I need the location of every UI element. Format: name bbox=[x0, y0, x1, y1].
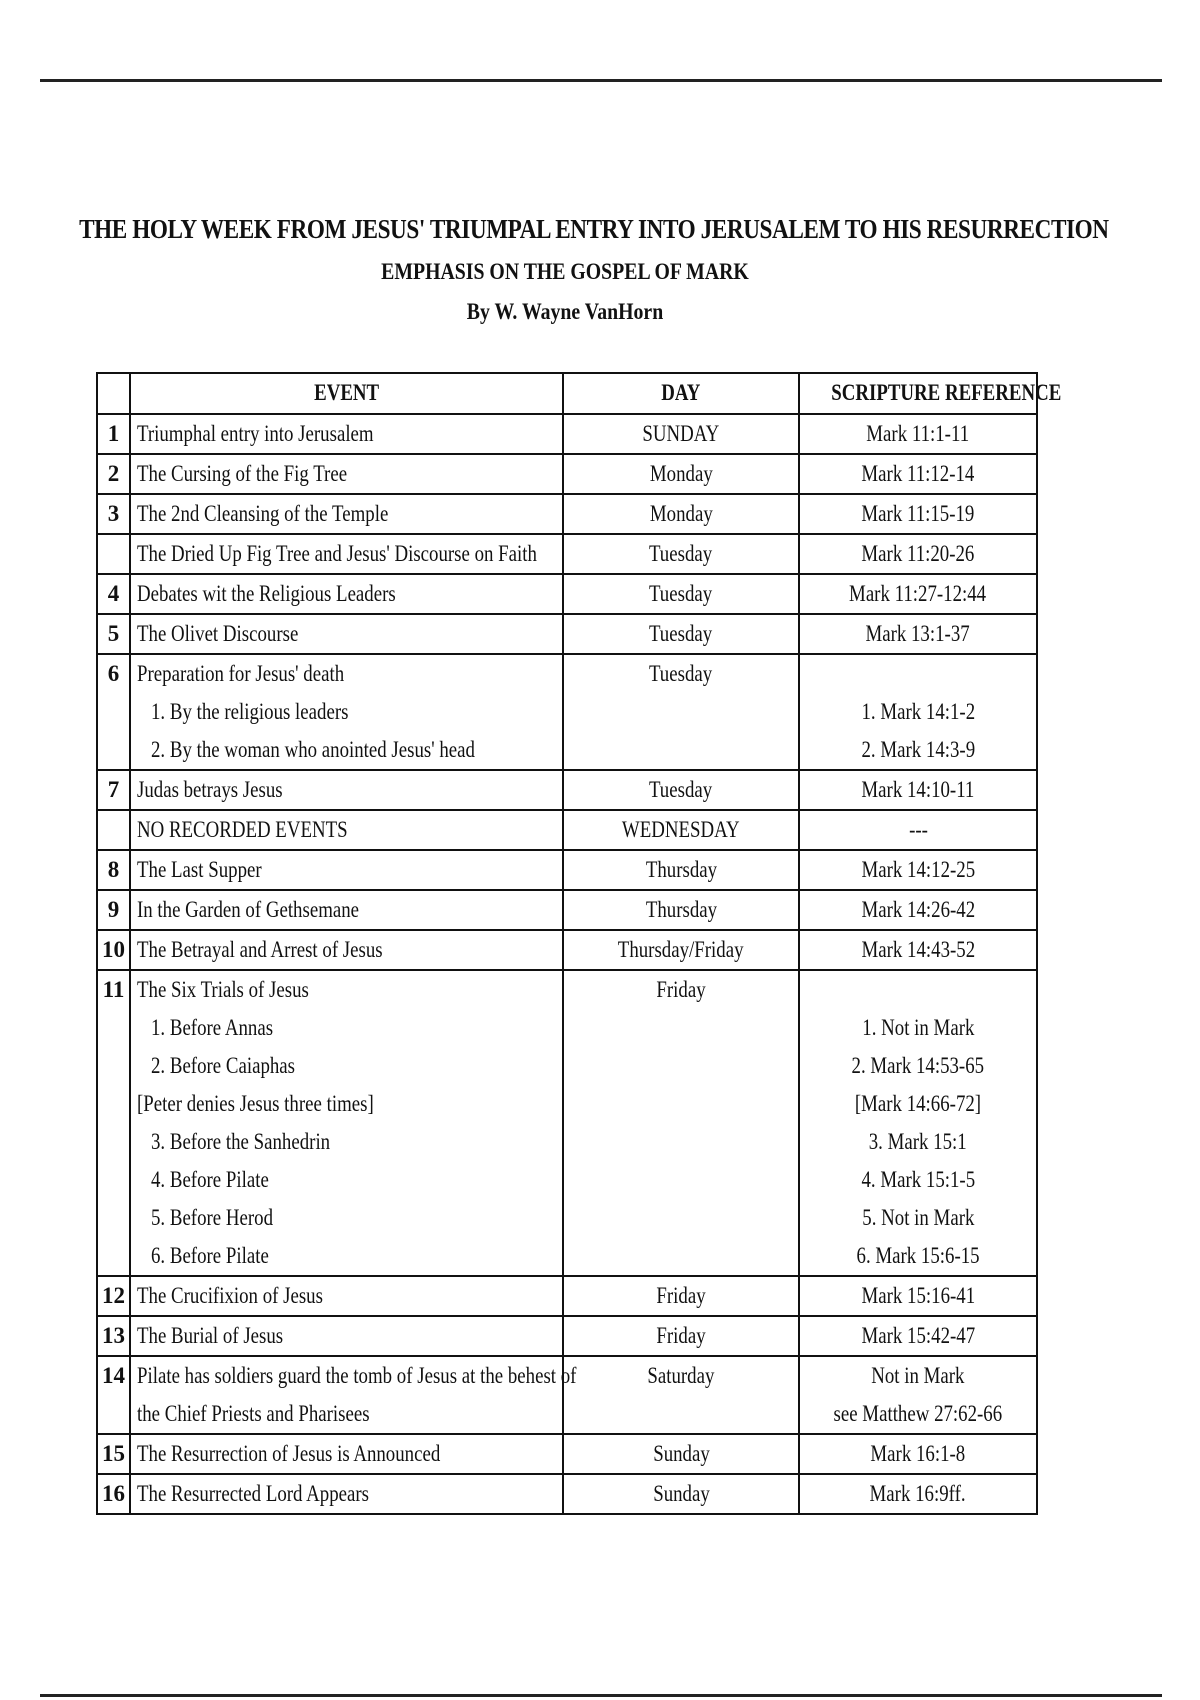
scripture-reference-cell bbox=[799, 1474, 1037, 1514]
event-text: The Cursing of the Fig Tree bbox=[137, 461, 348, 486]
scripture-reference-line bbox=[806, 1435, 1030, 1473]
day-line bbox=[570, 1317, 792, 1355]
scripture-reference-cell bbox=[799, 654, 1037, 770]
day-text: Thursday bbox=[645, 897, 717, 922]
event-text: The Crucifixion of Jesus bbox=[137, 1283, 323, 1308]
header-event bbox=[130, 373, 563, 414]
day-text: WEDNESDAY bbox=[622, 817, 740, 842]
day-line bbox=[570, 655, 792, 693]
day-text: Friday bbox=[656, 1323, 706, 1348]
event-text: 1. Before Annas bbox=[151, 1015, 274, 1040]
event-line bbox=[137, 1475, 556, 1513]
event-number: 2 bbox=[97, 454, 130, 494]
day-line bbox=[570, 1009, 792, 1047]
event-line bbox=[137, 731, 556, 769]
day-cell bbox=[563, 1474, 799, 1514]
scripture-reference-cell bbox=[799, 454, 1037, 494]
table-row bbox=[97, 1434, 1037, 1474]
scripture-reference-line bbox=[806, 1475, 1030, 1513]
scripture-reference-line bbox=[806, 1237, 1030, 1275]
scripture-reference-text: Mark 14:10-11 bbox=[861, 777, 975, 802]
day-line bbox=[570, 891, 792, 929]
event-cell bbox=[130, 1474, 563, 1514]
event-number: 14 bbox=[97, 1356, 130, 1434]
table-row bbox=[97, 770, 1037, 810]
scripture-reference-text: Mark 11:12-14 bbox=[861, 461, 975, 486]
day-cell bbox=[563, 1276, 799, 1316]
header-day bbox=[563, 373, 799, 414]
day-cell bbox=[563, 614, 799, 654]
scripture-reference-cell bbox=[799, 614, 1037, 654]
scripture-reference-line bbox=[806, 455, 1030, 493]
day-text: Thursday bbox=[645, 857, 717, 882]
document-subtitle: EMPHASIS ON THE GOSPEL OF MARK bbox=[381, 259, 749, 284]
event-cell bbox=[130, 614, 563, 654]
event-line bbox=[137, 455, 556, 493]
scripture-reference-cell bbox=[799, 414, 1037, 454]
day-cell bbox=[563, 1434, 799, 1474]
event-line bbox=[137, 1085, 556, 1123]
scripture-reference-line bbox=[806, 1009, 1030, 1047]
scripture-reference-cell bbox=[799, 770, 1037, 810]
event-line bbox=[137, 1199, 556, 1237]
scripture-reference-text: [Mark 14:66-72] bbox=[854, 1091, 982, 1116]
scripture-reference-cell bbox=[799, 1434, 1037, 1474]
scripture-reference-line bbox=[806, 495, 1030, 533]
event-cell bbox=[130, 574, 563, 614]
day-line bbox=[570, 575, 792, 613]
scripture-reference-line bbox=[806, 1047, 1030, 1085]
scripture-reference-line bbox=[806, 811, 1030, 849]
event-text: The Dried Up Fig Tree and Jesus' Discourse on Faith bbox=[137, 541, 537, 566]
event-cell bbox=[130, 930, 563, 970]
event-cell bbox=[130, 534, 563, 574]
day-text: Sunday bbox=[652, 1481, 710, 1506]
event-number: 10 bbox=[97, 930, 130, 970]
day-cell bbox=[563, 850, 799, 890]
event-cell bbox=[130, 494, 563, 534]
scripture-reference-text: Mark 14:12-25 bbox=[861, 857, 975, 882]
day-text: Tuesday bbox=[649, 581, 713, 606]
scripture-reference-line bbox=[806, 931, 1030, 969]
scripture-reference-cell bbox=[799, 1316, 1037, 1356]
day-text: Tuesday bbox=[649, 621, 713, 646]
table-header-row bbox=[97, 373, 1037, 414]
day-line bbox=[570, 931, 792, 969]
event-number: 6 bbox=[97, 654, 130, 770]
table-row bbox=[97, 1356, 1037, 1434]
day-cell bbox=[563, 494, 799, 534]
event-line bbox=[137, 495, 556, 533]
event-cell bbox=[130, 1276, 563, 1316]
header-reference bbox=[799, 373, 1062, 414]
day-cell bbox=[563, 890, 799, 930]
event-cell bbox=[130, 1434, 563, 1474]
event-line bbox=[137, 1009, 556, 1047]
event-line bbox=[137, 1237, 556, 1275]
scripture-reference-cell bbox=[799, 930, 1037, 970]
event-cell bbox=[130, 810, 563, 850]
scripture-reference-cell bbox=[799, 850, 1037, 890]
event-number: 16 bbox=[97, 1474, 130, 1514]
day-line bbox=[570, 1395, 792, 1433]
day-line bbox=[570, 535, 792, 573]
event-text: The Burial of Jesus bbox=[137, 1323, 284, 1348]
scripture-reference-line bbox=[806, 415, 1030, 453]
scripture-reference-line bbox=[806, 575, 1030, 613]
event-number: 8 bbox=[97, 850, 130, 890]
event-line bbox=[137, 891, 556, 929]
table-row bbox=[97, 574, 1037, 614]
bottom-rule bbox=[40, 1694, 1162, 1697]
table-row bbox=[97, 890, 1037, 930]
day-line bbox=[570, 693, 792, 731]
event-text: 4. Before Pilate bbox=[151, 1167, 269, 1192]
scripture-reference-text: 3. Mark 15:1 bbox=[869, 1129, 967, 1154]
scripture-reference-text: Mark 13:1-37 bbox=[865, 621, 971, 646]
day-line bbox=[570, 1237, 792, 1275]
scripture-reference-text: Not in Mark bbox=[871, 1363, 965, 1388]
scripture-reference-line bbox=[806, 615, 1030, 653]
header-day-label: DAY bbox=[661, 380, 701, 405]
event-cell bbox=[130, 970, 563, 1276]
day-cell bbox=[563, 770, 799, 810]
scripture-reference-text: 2. Mark 14:53-65 bbox=[851, 1053, 985, 1078]
scripture-reference-line bbox=[806, 1123, 1030, 1161]
scripture-reference-text: Mark 14:43-52 bbox=[861, 937, 975, 962]
top-rule bbox=[40, 79, 1162, 82]
event-number bbox=[97, 534, 130, 574]
event-number: 9 bbox=[97, 890, 130, 930]
event-text: 5. Before Herod bbox=[151, 1205, 274, 1230]
scripture-reference-line bbox=[806, 535, 1030, 573]
scripture-reference-text: Mark 11:20-26 bbox=[861, 541, 975, 566]
event-line bbox=[137, 575, 556, 613]
scripture-reference-text: 2. Mark 14:3-9 bbox=[861, 737, 975, 762]
scripture-reference-line bbox=[806, 851, 1030, 889]
event-line bbox=[137, 615, 556, 653]
scripture-reference-text: 4. Mark 15:1-5 bbox=[861, 1167, 975, 1192]
event-number: 5 bbox=[97, 614, 130, 654]
scripture-reference-cell bbox=[799, 494, 1037, 534]
day-line bbox=[570, 1357, 792, 1395]
event-cell bbox=[130, 1316, 563, 1356]
event-line bbox=[137, 535, 556, 573]
scripture-reference-line bbox=[806, 971, 1030, 1009]
event-cell bbox=[130, 1356, 577, 1434]
event-line bbox=[137, 693, 556, 731]
day-line bbox=[570, 811, 792, 849]
event-text: 6. Before Pilate bbox=[151, 1243, 269, 1268]
day-cell bbox=[563, 454, 799, 494]
event-text: The Betrayal and Arrest of Jesus bbox=[137, 937, 383, 962]
table-row bbox=[97, 534, 1037, 574]
day-line bbox=[570, 1277, 792, 1315]
day-line bbox=[570, 1435, 792, 1473]
table-row bbox=[97, 494, 1037, 534]
table-body bbox=[97, 414, 1037, 1514]
scripture-reference-text: Mark 15:16-41 bbox=[861, 1283, 975, 1308]
scripture-reference-cell bbox=[799, 1276, 1037, 1316]
scripture-reference-text: Mark 11:15-19 bbox=[861, 501, 975, 526]
event-line bbox=[137, 931, 556, 969]
event-text: NO RECORDED EVENTS bbox=[137, 817, 348, 842]
event-line bbox=[137, 1123, 556, 1161]
table-row bbox=[97, 850, 1037, 890]
scripture-reference-cell bbox=[799, 574, 1037, 614]
event-number: 7 bbox=[97, 770, 130, 810]
scripture-reference-text: Mark 16:1-8 bbox=[870, 1441, 966, 1466]
day-cell bbox=[563, 1356, 799, 1434]
day-cell bbox=[563, 574, 799, 614]
scripture-reference-cell bbox=[799, 970, 1037, 1276]
event-line bbox=[137, 655, 556, 693]
day-cell bbox=[563, 810, 799, 850]
event-text: 2. Before Caiaphas bbox=[151, 1053, 296, 1078]
event-line bbox=[137, 1357, 577, 1395]
day-text: SUNDAY bbox=[642, 421, 720, 446]
event-line bbox=[137, 1317, 556, 1355]
header-reference-label: SCRIPTURE REFERENCE bbox=[831, 380, 1062, 405]
event-text: 1. By the religious leaders bbox=[151, 699, 349, 724]
scripture-reference-text: --- bbox=[908, 817, 928, 842]
table-row bbox=[97, 930, 1037, 970]
event-cell bbox=[130, 654, 563, 770]
event-number: 1 bbox=[97, 414, 130, 454]
event-text: In the Garden of Gethsemane bbox=[137, 897, 360, 922]
table-row bbox=[97, 1474, 1037, 1514]
scripture-reference-line bbox=[806, 1357, 1030, 1395]
day-line bbox=[570, 495, 792, 533]
scripture-reference-text: Mark 15:42-47 bbox=[861, 1323, 975, 1348]
event-line bbox=[137, 851, 556, 889]
event-line bbox=[137, 415, 556, 453]
day-line bbox=[570, 455, 792, 493]
event-text: 2. By the woman who anointed Jesus' head bbox=[151, 737, 475, 762]
day-text: Monday bbox=[649, 461, 713, 486]
scripture-reference-line bbox=[806, 1161, 1030, 1199]
day-cell bbox=[563, 654, 799, 770]
event-cell bbox=[130, 454, 563, 494]
day-cell bbox=[563, 970, 799, 1276]
event-text: Preparation for Jesus' death bbox=[137, 661, 345, 686]
day-cell bbox=[563, 930, 799, 970]
day-cell bbox=[563, 534, 799, 574]
event-text: The Resurrected Lord Appears bbox=[137, 1481, 369, 1506]
day-line bbox=[570, 615, 792, 653]
event-cell bbox=[130, 890, 563, 930]
day-text: Tuesday bbox=[649, 661, 713, 686]
day-text: Sunday bbox=[652, 1441, 710, 1466]
event-line bbox=[137, 771, 556, 809]
day-line bbox=[570, 1085, 792, 1123]
event-line bbox=[137, 1395, 556, 1433]
scripture-reference-text: 6. Mark 15:6-15 bbox=[856, 1243, 980, 1268]
event-line bbox=[137, 1277, 556, 1315]
event-text: The 2nd Cleansing of the Temple bbox=[137, 501, 389, 526]
day-line bbox=[570, 1047, 792, 1085]
day-line bbox=[570, 1123, 792, 1161]
scripture-reference-text: 5. Not in Mark bbox=[861, 1205, 975, 1230]
day-line bbox=[570, 1199, 792, 1237]
event-number: 11 bbox=[97, 970, 130, 1276]
event-number: 15 bbox=[97, 1434, 130, 1474]
event-number: 4 bbox=[97, 574, 130, 614]
event-line bbox=[137, 811, 556, 849]
scripture-reference-text: 1. Not in Mark bbox=[861, 1015, 975, 1040]
event-text: The Last Supper bbox=[137, 857, 262, 882]
table-row bbox=[97, 614, 1037, 654]
table-row bbox=[97, 970, 1037, 1276]
scripture-reference-line bbox=[806, 1199, 1030, 1237]
event-text: Pilate has soldiers guard the tomb of Jesus at the behest of bbox=[137, 1363, 577, 1388]
day-cell bbox=[563, 414, 799, 454]
day-text: Tuesday bbox=[649, 777, 713, 802]
event-line bbox=[137, 1435, 556, 1473]
table-row bbox=[97, 414, 1037, 454]
day-line bbox=[570, 971, 792, 1009]
document-author: By W. Wayne VanHorn bbox=[466, 299, 664, 324]
event-cell bbox=[130, 850, 563, 890]
event-number: 12 bbox=[97, 1276, 130, 1316]
day-text: Friday bbox=[656, 977, 706, 1002]
table-row bbox=[97, 454, 1037, 494]
scripture-reference-line bbox=[806, 1317, 1030, 1355]
header-event-label: EVENT bbox=[314, 380, 379, 405]
scripture-reference-cell bbox=[799, 810, 1037, 850]
day-line bbox=[570, 731, 792, 769]
scripture-reference-text: 1. Mark 14:1-2 bbox=[861, 699, 975, 724]
event-text: Triumphal entry into Jerusalem bbox=[137, 421, 374, 446]
day-text: Friday bbox=[656, 1283, 706, 1308]
scripture-reference-cell bbox=[799, 1356, 1037, 1434]
day-line bbox=[570, 851, 792, 889]
event-text: Judas betrays Jesus bbox=[137, 777, 283, 802]
scripture-reference-text: see Matthew 27:62-66 bbox=[833, 1401, 1003, 1426]
table-row bbox=[97, 1276, 1037, 1316]
day-cell bbox=[563, 1316, 799, 1356]
scripture-reference-text: Mark 11:27-12:44 bbox=[849, 581, 987, 606]
day-line bbox=[570, 771, 792, 809]
document-heading bbox=[0, 206, 1130, 332]
table-row bbox=[97, 654, 1037, 770]
table-row bbox=[97, 1316, 1037, 1356]
event-number bbox=[97, 810, 130, 850]
scripture-reference-cell bbox=[799, 890, 1037, 930]
day-text: Saturday bbox=[647, 1363, 715, 1388]
day-line bbox=[570, 415, 792, 453]
scripture-reference-line bbox=[806, 771, 1030, 809]
event-text: The Six Trials of Jesus bbox=[137, 977, 309, 1002]
holy-week-table bbox=[96, 372, 1062, 1515]
event-number: 13 bbox=[97, 1316, 130, 1356]
document-title: THE HOLY WEEK FROM JESUS' TRIUMPAL ENTRY INTO JERUSALEM TO HIS RESURRECTION bbox=[79, 214, 1109, 244]
scripture-reference-line bbox=[806, 891, 1030, 929]
event-text: the Chief Priests and Pharisees bbox=[137, 1401, 370, 1426]
event-cell bbox=[130, 770, 563, 810]
day-text: Monday bbox=[649, 501, 713, 526]
scripture-reference-line bbox=[806, 1395, 1030, 1433]
event-text: The Olivet Discourse bbox=[137, 621, 299, 646]
event-number: 3 bbox=[97, 494, 130, 534]
event-line bbox=[137, 971, 556, 1009]
scripture-reference-text: Mark 14:26-42 bbox=[861, 897, 975, 922]
event-text: [Peter denies Jesus three times] bbox=[137, 1091, 374, 1116]
scripture-reference-text: Mark 16:9ff. bbox=[869, 1481, 967, 1506]
scripture-reference-line bbox=[806, 731, 1030, 769]
scripture-reference-line bbox=[806, 693, 1030, 731]
day-text: Tuesday bbox=[649, 541, 713, 566]
scripture-reference-line bbox=[806, 1085, 1030, 1123]
event-line bbox=[137, 1047, 556, 1085]
event-cell bbox=[130, 414, 563, 454]
event-text: 3. Before the Sanhedrin bbox=[151, 1129, 331, 1154]
scripture-reference-line bbox=[806, 655, 1030, 693]
event-text: The Resurrection of Jesus is Announced bbox=[137, 1441, 441, 1466]
event-line bbox=[137, 1161, 556, 1199]
scripture-reference-text: Mark 11:1-11 bbox=[866, 421, 970, 446]
scripture-reference-cell bbox=[799, 534, 1037, 574]
day-line bbox=[570, 1475, 792, 1513]
day-text: Thursday/Friday bbox=[618, 937, 744, 962]
header-number bbox=[97, 373, 130, 414]
table-row bbox=[97, 810, 1037, 850]
event-text: Debates wit the Religious Leaders bbox=[137, 581, 396, 606]
day-line bbox=[570, 1161, 792, 1199]
scripture-reference-line bbox=[806, 1277, 1030, 1315]
